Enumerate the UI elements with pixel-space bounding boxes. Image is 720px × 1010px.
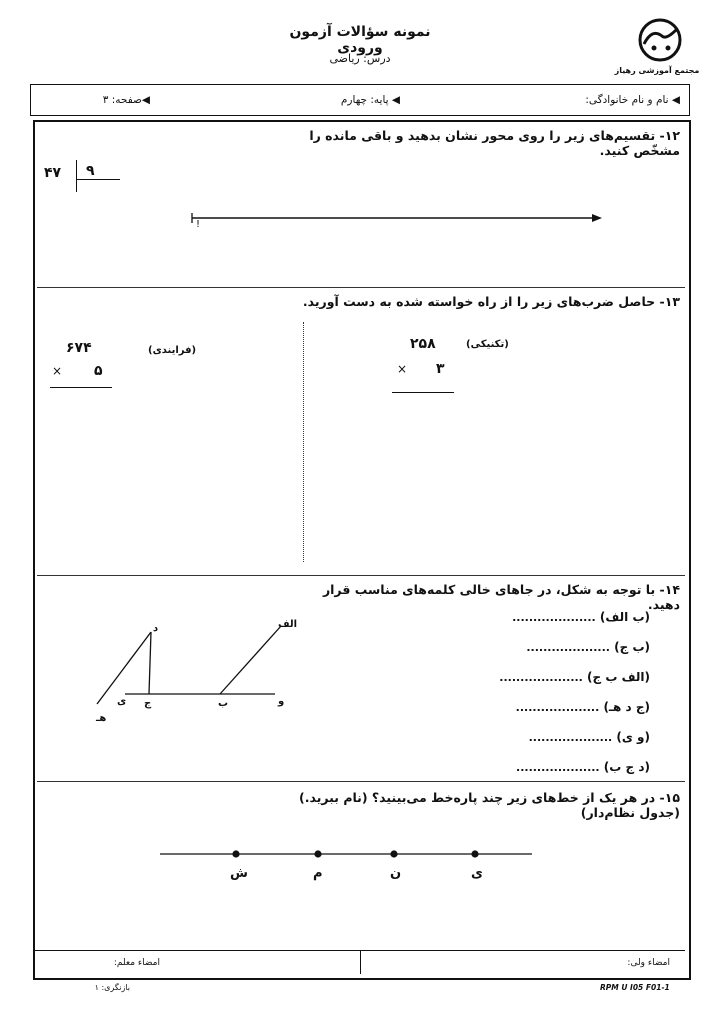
grade-label: پایه: چهارم: [340, 94, 389, 106]
answer-blank[interactable]: ....................: [526, 641, 610, 654]
q13-right-bar: [392, 392, 454, 393]
figure-label-he: هـ: [96, 713, 107, 724]
figure-label-jim: ج: [144, 698, 152, 709]
parent-signature-label: امضاء ولی:: [627, 958, 670, 968]
section-divider: [37, 575, 685, 576]
answer-blank[interactable]: ....................: [499, 671, 583, 684]
name-label: نام و نام خانوادگی:: [585, 94, 669, 106]
item-label: (الف ب ج): [587, 670, 650, 684]
point-label: ش: [230, 866, 248, 881]
page-title: نمونه سؤالات آزمون ورودی: [289, 24, 431, 56]
q13-right-bottom: ۳: [436, 361, 445, 377]
geometry-figure: [85, 612, 305, 732]
revision-label: بازنگری: ۱: [94, 983, 130, 992]
list-item[interactable]: [480, 700, 650, 730]
figure-label-vav: و: [278, 696, 285, 707]
answer-blank[interactable]: ....................: [515, 701, 600, 714]
q14-items: [480, 610, 650, 790]
arrow-left-icon: ◀: [668, 94, 680, 106]
page-number-label: صفحه: ۳: [102, 94, 142, 106]
figure-label-dal: د: [153, 623, 159, 634]
q12-divisor: ۹: [86, 163, 95, 179]
name-field[interactable]: [560, 94, 680, 106]
point-label: ن: [390, 866, 402, 881]
q13-column-divider: [303, 322, 304, 562]
section-divider: [37, 287, 685, 288]
division-bracket: [76, 160, 121, 192]
teacher-signature-label: امضاء معلم:: [113, 958, 160, 968]
list-item[interactable]: [480, 610, 650, 640]
q12-text: ۱۲- تقسیم‌های زیر را روی محور نشان بدهید و باقی مانده را مشخّص کنید.: [309, 128, 680, 158]
q13-right-method: (تکنیکی): [466, 339, 509, 350]
figure-label-be: ب: [218, 698, 229, 709]
answer-blank[interactable]: ....................: [512, 611, 596, 624]
figure-label-ye: ی: [117, 696, 127, 707]
logo-icon: [630, 18, 690, 62]
answer-blank[interactable]: ....................: [528, 731, 613, 744]
signature-divider: [360, 950, 361, 974]
q13-left-method: (فرایندی): [148, 345, 197, 356]
answer-blank[interactable]: ....................: [516, 761, 600, 774]
q15-text: ۱۵- در هر یک از خط‌های زیر چند پاره‌خط می‌بینید؟ (نام ببرید.) (جدول نظام‌دار): [299, 790, 680, 820]
arrow-left-icon: ◀: [388, 94, 400, 106]
subject-label: درس: ریاضی: [329, 52, 391, 65]
item-label: (و ی): [616, 730, 650, 744]
q14-text: ۱۴- با توجه به شکل، در جاهای خالی کلمه‌های مناسب قرار دهید.: [322, 582, 680, 612]
figure-label-alef: الف: [278, 619, 298, 630]
q13-text: ۱۳- حاصل ضرب‌های زیر را از راه خواسته شده به دست آورید.: [302, 294, 680, 309]
grade-field: [300, 94, 400, 106]
q13-left-times: ×: [52, 364, 63, 378]
q12-dividend: ۴۷: [44, 165, 62, 181]
arrow-left-icon: ◀: [141, 94, 150, 106]
section-divider: [37, 781, 685, 782]
item-label: (ب الف): [599, 610, 650, 624]
item-label: (د ج ب): [603, 760, 650, 774]
axis-zero-mark: !: [196, 219, 201, 230]
point-label: ی: [471, 866, 483, 881]
list-item[interactable]: [480, 760, 650, 790]
item-label: (ب ج): [614, 640, 650, 654]
school-logo: [630, 18, 690, 62]
q13-left-bottom: ۵: [94, 363, 103, 379]
page-number-field: [60, 94, 150, 106]
logo-caption: مجتمع آموزشی رهیاز: [614, 66, 700, 75]
item-label: (ج د هـ): [603, 700, 650, 714]
q15-segment-line: [160, 846, 534, 862]
q13-left-top: ۶۷۴: [66, 340, 92, 356]
q13-right-times: ×: [397, 362, 408, 376]
list-item[interactable]: [480, 730, 650, 760]
division-bar: [76, 179, 120, 180]
document-code: RPM U I05 F01-1: [600, 983, 670, 992]
q13-left-bar: [50, 387, 112, 388]
number-line-axis: [190, 208, 602, 228]
list-item[interactable]: [480, 640, 650, 670]
q13-right-top: ۲۵۸: [410, 336, 436, 352]
list-item[interactable]: [480, 670, 650, 700]
point-label: م: [313, 866, 323, 881]
